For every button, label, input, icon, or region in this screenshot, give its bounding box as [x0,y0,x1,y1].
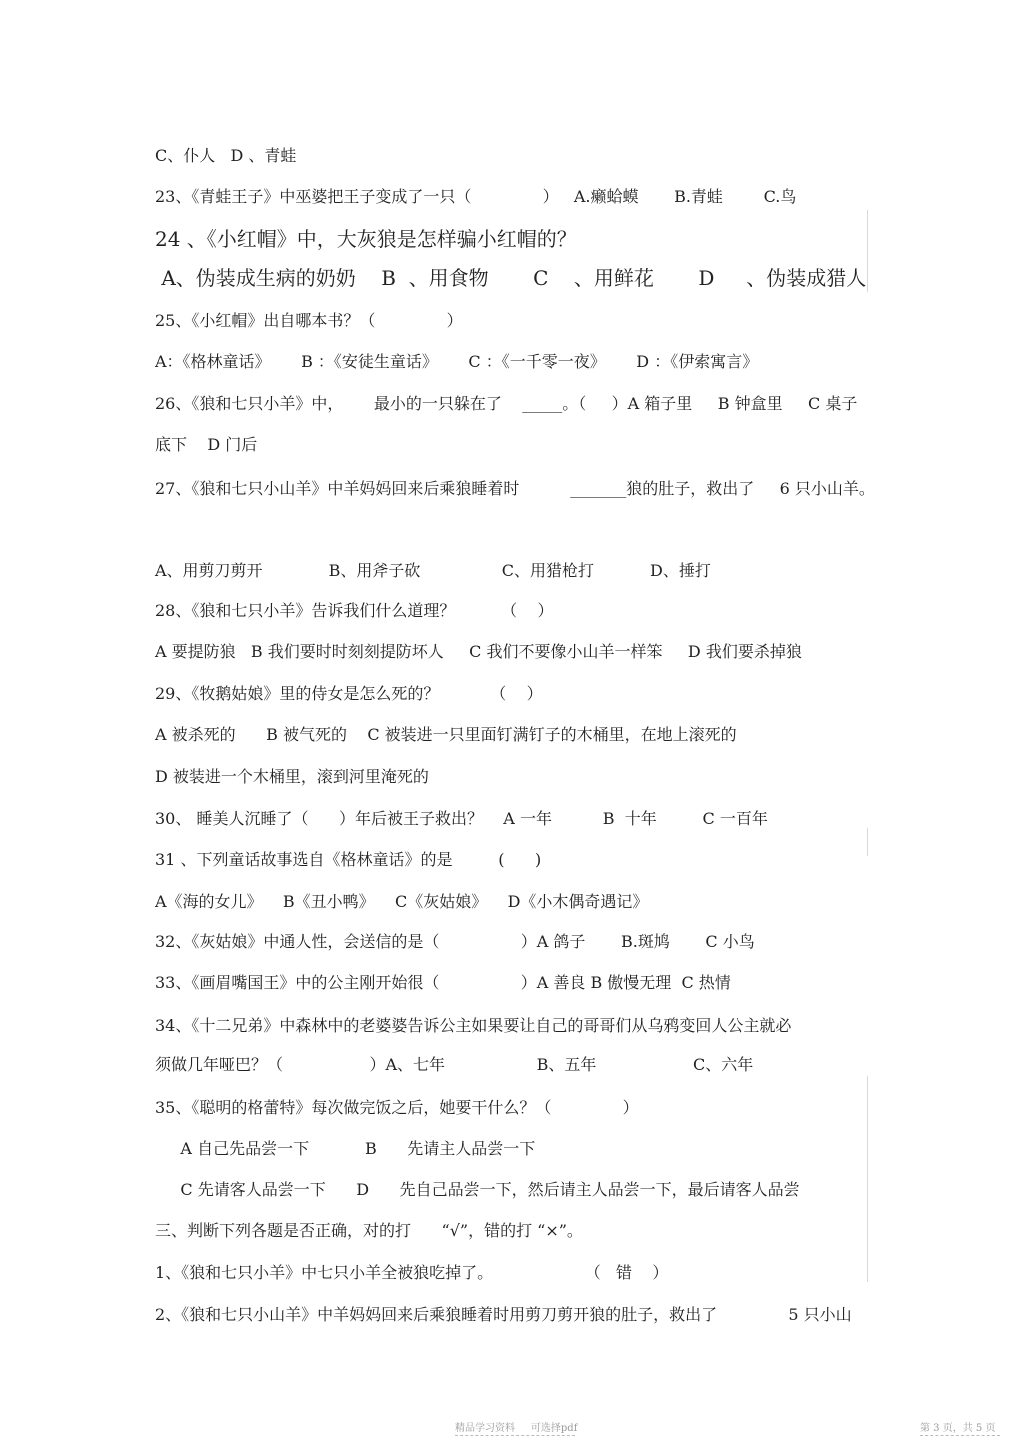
question-23: 23、《青蛙王子》中巫婆把王子变成了一只（ ） A.癞蛤蟆 B.青蛙 C.鸟 [155,187,797,206]
question-28: 28、《狼和七只小羊》告诉我们什么道理？ （ ） [155,601,554,620]
question-26-cont: 底下 D 门后 [155,435,258,454]
question-29-options-cont: D 被装进一个木桶里，滚到河里淹死的 [155,767,429,786]
text-line-1: C、仆人 D 、青蛙 [155,146,297,165]
question-31-options: A《海的女儿》 B《丑小鸭》 C《灰姑娘》 D《小木偶奇遇记》 [155,892,649,911]
question-28-options: A 要提防狼 B 我们要时时刻刻提防坏人 C 我们不要像小山羊一样笨 D 我们要杀掉狼 [155,642,802,661]
question-34: 34、《十二兄弟》中森林中的老婆婆告诉公主如果要让自己的哥哥们从乌鸦变回人公主就必 [155,1016,792,1035]
footer-divider [455,1435,575,1436]
question-30: 30、 睡美人沉睡了（ ）年后被王子救出？ A 一年 B 十年 C 一百年 [155,809,768,828]
footer-divider-right [920,1435,1000,1436]
question-24: 24 、《小红帽》中，大灰狼是怎样骗小红帽的？ [155,227,577,251]
question-35-options-ab: A 自己先品尝一下 B 先请主人品尝一下 [155,1139,536,1158]
section-three-heading: 三、判断下列各题是否正确，对的打 “√”，错的打 “×”。 [155,1221,583,1240]
question-29: 29、《牧鹅姑娘》里的侍女是怎么死的？ （ ） [155,684,543,703]
question-27: 27、《狼和七只小山羊》中羊妈妈回来后乘狼睡着时 _______狼的肚子，救出了 6 只小山羊。 [155,479,875,498]
question-34-cont: 须做几年哑巴？（ ）A、七年 B、五年 C、六年 [155,1055,754,1074]
question-24-options: A、伪装成生病的奶奶 B 、用食物 C 、用鲜花 D 、伪装成猎人 [155,266,867,290]
margin-rule-2 [867,828,868,856]
judge-item-1: 1、《狼和七只小羊》中七只小羊全被狼吃掉了。 （ 错 ） [155,1263,669,1282]
page-number: 第 3 页，共 5 页 [920,1423,996,1434]
question-32: 32、《灰姑娘》中通人性，会送信的是（ ）A 鸽子 B.斑鸠 C 小鸟 [155,932,755,951]
question-35: 35、《聪明的格蕾特》每次做完饭之后，她要干什么？（ ） [155,1098,639,1117]
question-31: 31 、下列童话故事选自《格林童话》的是 ( ) [155,850,542,869]
margin-rule-1 [867,210,868,292]
question-26: 26、《狼和七只小羊》中， 最小的一只躲在了 _____。（ ）A 箱子里 B 钟盒里 C 桌子 [155,394,858,413]
margin-rule-3 [867,1076,868,1282]
question-25: 25、《小红帽》出自哪本书？（ ） [155,311,463,330]
question-25-options: A：《格林童话》 B ：《安徒生童话》 C ：《一千零一夜》 D ：《伊索寓言》 [155,352,759,371]
question-35-options-cd: C 先请客人品尝一下 D 先自己品尝一下，然后请主人品尝一下，最后请客人品尝 [155,1180,800,1199]
footer-center-text: 精品学习资料 可选择pdf [455,1423,578,1434]
question-27-options: A、用剪刀剪开 B、用斧子砍 C、用猎枪打 D、捶打 [155,561,711,580]
question-29-options: A 被杀死的 B 被气死的 C 被装进一只里面钉满钉子的木桶里，在地上滚死的 [155,725,737,744]
judge-item-2: 2、《狼和七只小山羊》中羊妈妈回来后乘狼睡着时用剪刀剪开狼的肚子，救出了 5 只小山 [155,1305,852,1324]
question-33: 33、《画眉嘴国王》中的公主刚开始很（ ）A 善良 B 傲慢无理 C 热情 [155,973,731,992]
